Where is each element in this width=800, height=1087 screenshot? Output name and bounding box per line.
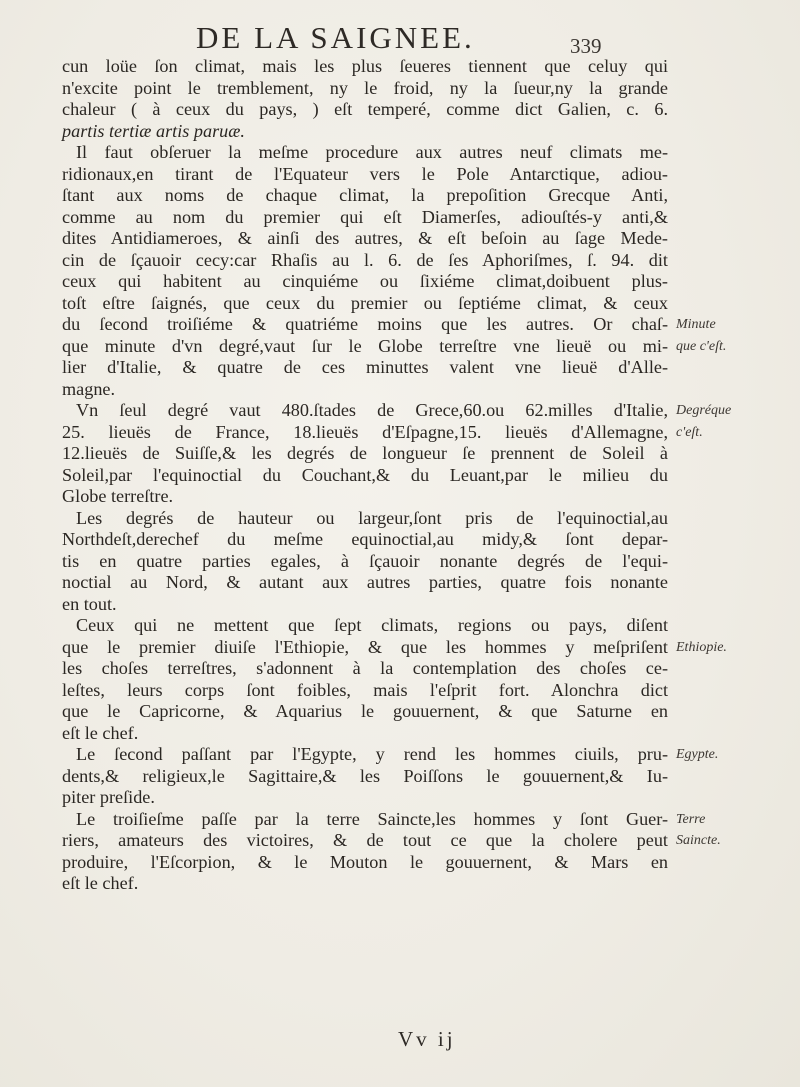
text-line: Globe terreſtre. bbox=[62, 486, 174, 506]
text-line: n'excite point le tremblement, ny le froid, ny la ſueur,ny la grande bbox=[62, 77, 668, 98]
margin-note: Saincte. bbox=[676, 833, 721, 848]
text-line: Ceux qui ne mettent que ſept climats, regions ou pays, diſent bbox=[76, 615, 668, 635]
margin-note: Degréque bbox=[676, 403, 732, 418]
text-line: que le premier diuiſe l'Ethiopie, & que les hommes y meſpriſent bbox=[62, 636, 668, 657]
page-number: 339 bbox=[570, 34, 602, 58]
text-line: comme au nom du premier qui eſt Diamerſes, adiouſtés-y anti,& bbox=[62, 206, 668, 227]
running-title: DE LA SAIGNEE. bbox=[196, 20, 475, 55]
text-line: Le troiſieſme paſſe par la terre Saincte,les hommes y ſont Guer- bbox=[76, 808, 668, 829]
text-line: du ſecond troiſiéme & quatriéme moins que les autres. Or chaſ- bbox=[62, 314, 668, 334]
text-line: ridionaux,en tirant de l'Equateur vers le Pole Antarctique, adiou- bbox=[62, 163, 668, 184]
text-line: partis tertiæ artis paruæ. bbox=[62, 120, 245, 141]
text-line: tis en quatre parties egales, à ſçauoir nonante degrés de l'equi- bbox=[62, 550, 668, 571]
text-line: ceux qui habitent au cinquiéme ou ſixiéme climat,doibuent plus- bbox=[62, 271, 668, 291]
text-line: piter preſide. bbox=[62, 787, 155, 807]
text-line: riers, amateurs des victoires, & de tout ce que la cholere peut bbox=[62, 830, 668, 850]
text-line: Soleil,par l'equinoctial du Couchant,& du Leuant,par le milieu du bbox=[62, 464, 668, 485]
text-line: chaleur ( à ceux du pays, ) eſt temperé, comme dict Galien, c. 6. bbox=[62, 99, 668, 119]
text-line: en tout. bbox=[62, 593, 117, 614]
text-line: cun loüe ſon climat, mais les plus ſeueres tiennent que celuy qui bbox=[62, 56, 668, 76]
text-line: Le ſecond paſſant par l'Egypte, y rend les hommes ciuils, pru- bbox=[76, 744, 668, 764]
text-line: les choſes terreſtres, s'adonnent à la contemplation des choſes ce- bbox=[62, 658, 668, 678]
text-line: lier d'Italie, & quatre de ces minuttes valent vne lieuë d'Alle- bbox=[62, 357, 668, 377]
text-line: Les degrés de hauteur ou largeur,ſont pris de l'equinoctial,au bbox=[76, 507, 668, 528]
text-line: leſtes, leurs corps ſont foibles, mais l'eſprit fort. Alonchra dict bbox=[62, 679, 668, 700]
text-line: noctial au Nord, & autant aux autres parties, quatre fois nonante bbox=[62, 572, 668, 592]
text-line: que minute d'vn degré,vaut ſur le Globe terreſtre vne lieuë ou mi- bbox=[62, 335, 668, 356]
text-line: magne. bbox=[62, 378, 116, 399]
margin-note: c'eſt. bbox=[676, 424, 703, 440]
text-line: produire, l'Eſcorpion, & le Mouton le gouuernent, & Mars en bbox=[62, 851, 668, 872]
text-line: ſtant aux noms de chaque climat, la prepoſition Grecque Anti, bbox=[62, 185, 668, 205]
margin-note: Minute bbox=[676, 317, 716, 332]
text-line: dites Antidiameroes, & ainſi des autres, & eſt beſoin au ſage Mede- bbox=[62, 228, 668, 248]
running-head bbox=[0, 14, 800, 58]
text-line: que le Capricorne, & Aquarius le gouuernent, & que Saturne en bbox=[62, 701, 668, 721]
text-line: 25. lieuës de France, 18.lieuës d'Eſpagne,15. lieuës d'Allemagne, bbox=[62, 421, 668, 442]
text-line: cin de ſçauoir cecy:car Rhaſis au l. 6. de ſes Aphoriſmes, ſ. 94. dit bbox=[62, 249, 668, 270]
text-line: eſt le chef. bbox=[62, 873, 139, 893]
margin-note: Terre bbox=[676, 811, 706, 827]
text-line: dents,& religieux,le Sagittaire,& les Poiſſons le gouuernent,& Iu- bbox=[62, 765, 668, 786]
text-line: 12.lieuës de Suiſſe,& les degrés de longueur ſe prennent de Soleil à bbox=[62, 443, 668, 463]
body-text bbox=[62, 56, 668, 895]
text-line: eſt le chef. bbox=[62, 722, 139, 743]
margin-note: Ethiopie. bbox=[676, 639, 727, 655]
signature-mark: Vv ij bbox=[398, 1027, 456, 1051]
text-line: Il faut obſeruer la meſme procedure aux autres neuf climats me- bbox=[76, 142, 668, 162]
text-line: toſt eſtre ſaignés, que ceux du premier ou ſeptiéme climat, & ceux bbox=[62, 292, 668, 313]
margin-note: que c'eſt. bbox=[676, 338, 727, 354]
text-line: Vn ſeul degré vaut 480.ſtades de Grece,60.ou 62.milles d'Italie, bbox=[76, 400, 668, 420]
text-line: Northdeſt,derechef du meſme equinoctial,au midy,& ſont depar- bbox=[62, 529, 668, 549]
margin-note: Egypte. bbox=[676, 747, 719, 762]
